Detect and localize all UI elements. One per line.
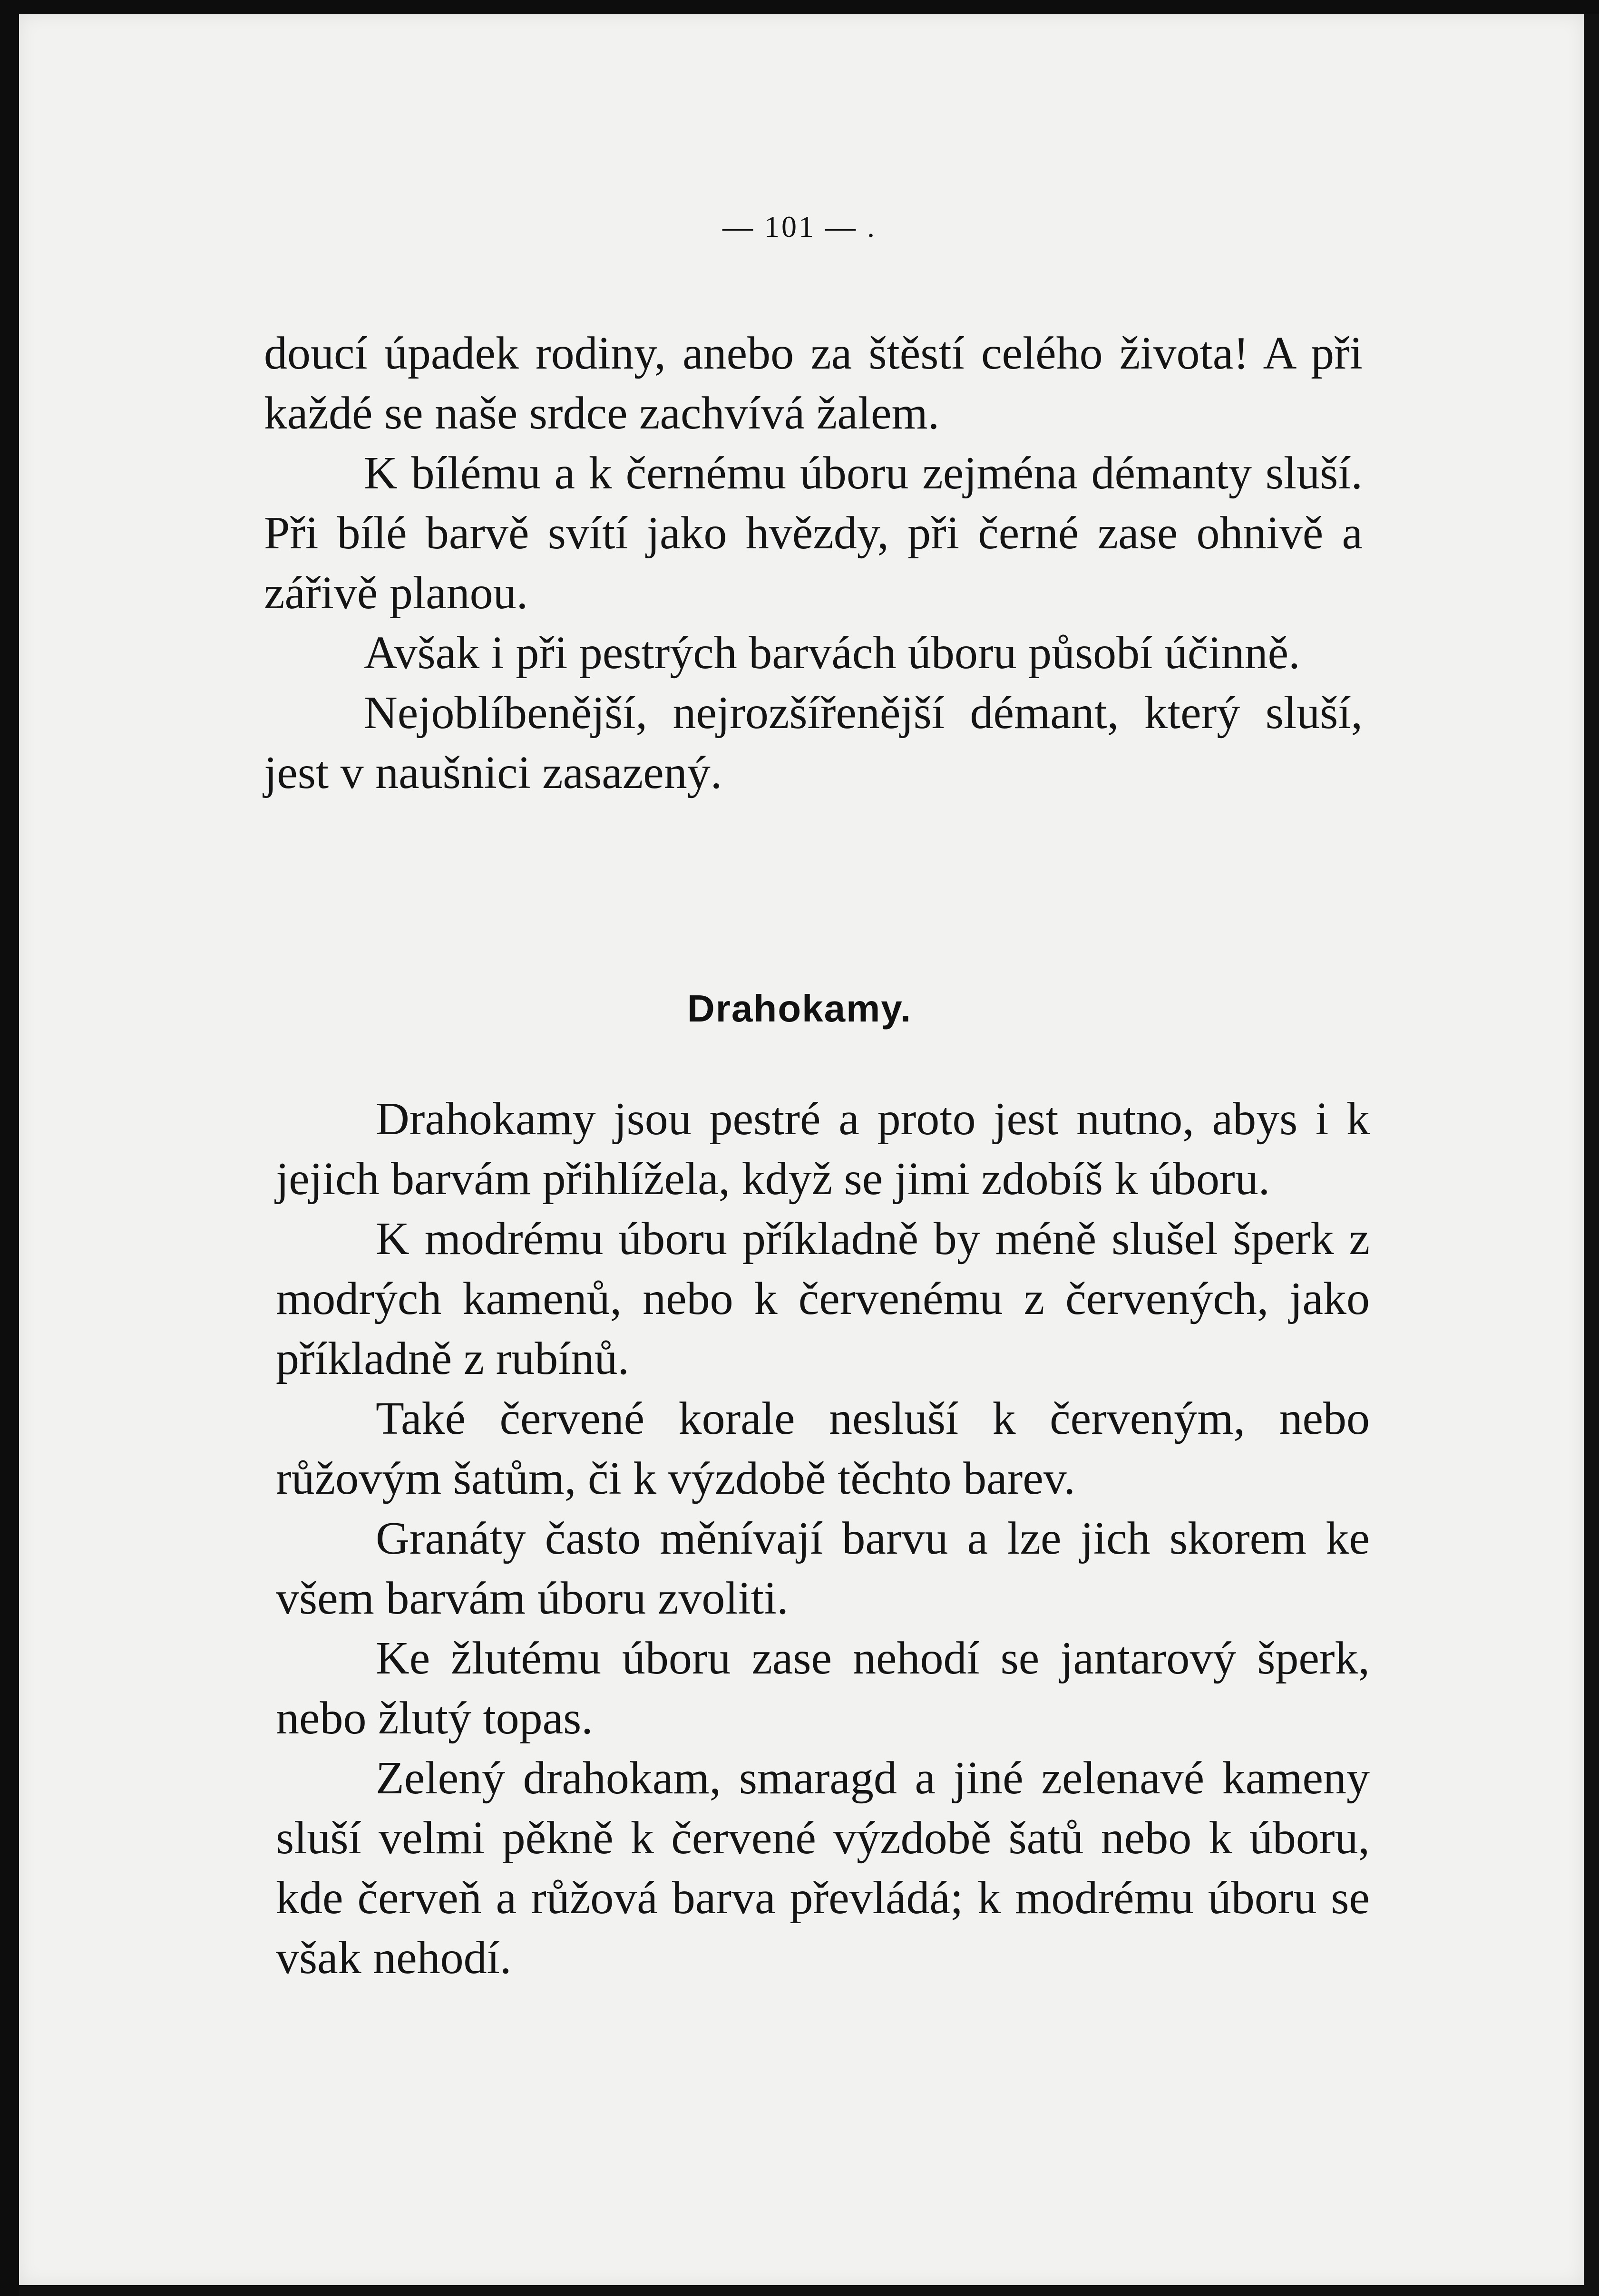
paragraph: K modrému úboru příkladně by méně slušel šperk z modrých kamenů, nebo k červenému z červených, jako příkladně z rubínů.: [276, 1213, 1370, 1384]
paragraph: Granáty často měnívají barvu a lze jich skorem ke všem barvám úboru zvoliti.: [276, 1513, 1370, 1624]
left-binding-edge: [0, 0, 19, 2296]
page-number: — 101 — .: [722, 210, 877, 243]
paragraph: Drahokamy jsou pestré a proto jest nutno, abys i k jejich barvám přihlížela, když se jimi zdobíš k úboru.: [276, 1093, 1370, 1205]
paragraph: Také červené korale nesluší k červeným, nebo růžovým šatům, či k výzdobě těchto barev.: [276, 1393, 1370, 1504]
paragraph: doucí úpadek rodiny, anebo za štěstí celého života! A při každé se naše srdce zachvívá žalem.: [264, 328, 1363, 439]
paragraph: Nejoblíbenější, nejrozšířenější démant, který sluší, jest v naušnici zasazený.: [264, 687, 1363, 798]
paragraph: Ke žlutému úboru zase nehodí se jantarový šperk, nebo žlutý topas.: [276, 1633, 1370, 1744]
section-heading: Drahokamy.: [687, 987, 912, 1030]
top-page-edge: [0, 0, 1599, 14]
paragraph: K bílému a k černému úboru zejména démanty sluší. Při bílé barvě svítí jako hvězdy, při černé zase ohnivě a zářivě planou.: [264, 448, 1363, 619]
paragraph: Avšak i při pestrých barvách úboru působí účinně.: [364, 627, 1300, 679]
text-block-top: [264, 323, 1363, 803]
paragraph: Zelený drahokam, smaragd a jiné zelenavé kameny sluší velmi pěkně k červené výzdobě šatů nebo k úboru, kde červeň a růžová barva převládá; k modrému úboru se však nehodí.: [276, 1752, 1370, 1984]
text-block-bottom: [276, 1089, 1370, 1988]
